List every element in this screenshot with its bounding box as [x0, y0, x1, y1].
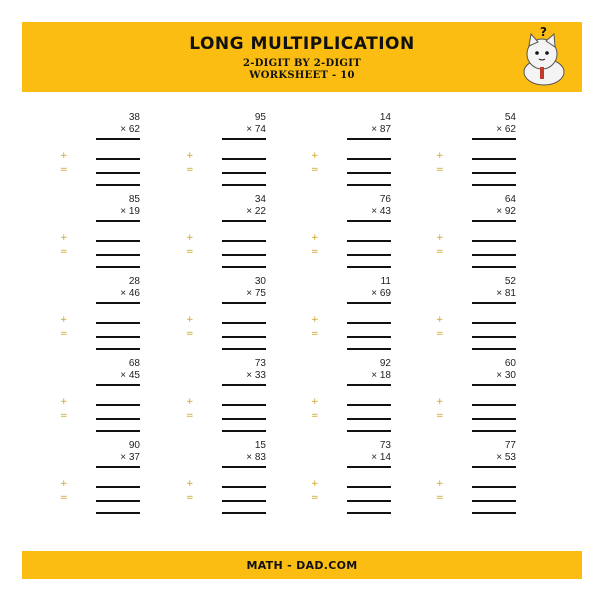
multiplier: × 87	[371, 124, 391, 135]
equals-sign: =	[60, 411, 68, 421]
problem-8	[436, 194, 516, 274]
multiplier: × 43	[371, 206, 391, 217]
problem-17	[60, 440, 140, 520]
plus-sign: +	[436, 479, 444, 489]
multiplicand: 95	[254, 112, 266, 123]
partial-product-line-2	[472, 336, 516, 338]
answer-line	[96, 430, 140, 432]
multiplier: × 74	[246, 124, 266, 135]
product-rule	[96, 466, 140, 468]
problem-7	[311, 194, 391, 274]
multiplier: × 33	[246, 370, 266, 381]
partial-product-line-2	[96, 172, 140, 174]
partial-product-line-1	[472, 322, 516, 324]
product-rule	[472, 302, 516, 304]
partial-product-line-2	[472, 254, 516, 256]
problem-15	[311, 358, 391, 438]
partial-product-line-2	[222, 336, 266, 338]
plus-sign: +	[311, 479, 319, 489]
partial-product-line-1	[347, 158, 391, 160]
product-rule	[222, 302, 266, 304]
product-rule	[222, 220, 266, 222]
product-rule	[472, 220, 516, 222]
partial-product-line-1	[96, 486, 140, 488]
plus-sign: +	[186, 397, 194, 407]
svg-text:?: ?	[540, 25, 547, 39]
equals-sign: =	[436, 247, 444, 257]
partial-product-line-1	[222, 486, 266, 488]
footer-banner	[22, 551, 582, 579]
plus-sign: +	[436, 397, 444, 407]
answer-line	[472, 266, 516, 268]
equals-sign: =	[436, 493, 444, 503]
multiplier: × 75	[246, 288, 266, 299]
partial-product-line-1	[222, 158, 266, 160]
partial-product-line-1	[222, 404, 266, 406]
partial-product-line-2	[472, 172, 516, 174]
plus-sign: +	[186, 233, 194, 243]
multiplicand: 52	[504, 276, 516, 287]
partial-product-line-2	[96, 500, 140, 502]
answer-line	[222, 348, 266, 350]
problem-16	[436, 358, 516, 438]
product-rule	[347, 220, 391, 222]
multiplier: × 53	[496, 452, 516, 463]
multiplier: × 62	[496, 124, 516, 135]
partial-product-line-2	[347, 500, 391, 502]
partial-product-line-1	[347, 240, 391, 242]
multiplicand: 73	[254, 358, 266, 369]
plus-sign: +	[311, 315, 319, 325]
plus-sign: +	[311, 151, 319, 161]
equals-sign: =	[436, 165, 444, 175]
multiplicand: 30	[254, 276, 266, 287]
multiplicand: 64	[504, 194, 516, 205]
multiplier: × 22	[246, 206, 266, 217]
equals-sign: =	[311, 411, 319, 421]
product-rule	[347, 384, 391, 386]
answer-line	[347, 512, 391, 514]
equals-sign: =	[436, 411, 444, 421]
equals-sign: =	[311, 493, 319, 503]
problem-11	[311, 276, 391, 356]
multiplier: × 30	[496, 370, 516, 381]
partial-product-line-1	[222, 240, 266, 242]
equals-sign: =	[60, 493, 68, 503]
problem-14	[186, 358, 266, 438]
multiplier: × 92	[496, 206, 516, 217]
multiplicand: 90	[128, 440, 140, 451]
answer-line	[222, 266, 266, 268]
partial-product-line-1	[347, 322, 391, 324]
cat-with-question-mark-icon	[512, 24, 576, 88]
product-rule	[222, 138, 266, 140]
multiplicand: 76	[379, 194, 391, 205]
equals-sign: =	[311, 247, 319, 257]
equals-sign: =	[436, 329, 444, 339]
page-title: LONG MULTIPLICATION	[189, 34, 415, 54]
partial-product-line-1	[347, 486, 391, 488]
product-rule	[347, 138, 391, 140]
multiplier: × 14	[371, 452, 391, 463]
problem-19	[311, 440, 391, 520]
partial-product-line-2	[347, 336, 391, 338]
multiplicand: 34	[254, 194, 266, 205]
multiplicand: 28	[128, 276, 140, 287]
page-subtitle: 2-DIGIT BY 2-DIGIT	[242, 58, 361, 69]
partial-product-line-1	[222, 322, 266, 324]
plus-sign: +	[186, 479, 194, 489]
partial-product-line-1	[347, 404, 391, 406]
multiplicand: 38	[128, 112, 140, 123]
problem-18	[186, 440, 266, 520]
multiplicand: 60	[504, 358, 516, 369]
problem-12	[436, 276, 516, 356]
problem-2	[186, 112, 266, 192]
multiplier: × 18	[371, 370, 391, 381]
partial-product-line-2	[222, 172, 266, 174]
product-rule	[472, 384, 516, 386]
multiplicand: 14	[379, 112, 391, 123]
plus-sign: +	[436, 151, 444, 161]
multiplicand: 15	[254, 440, 266, 451]
product-rule	[472, 466, 516, 468]
partial-product-line-2	[347, 418, 391, 420]
problem-6	[186, 194, 266, 274]
answer-line	[96, 512, 140, 514]
partial-product-line-1	[472, 486, 516, 488]
plus-sign: +	[436, 233, 444, 243]
multiplier: × 69	[371, 288, 391, 299]
answer-line	[96, 348, 140, 350]
product-rule	[347, 466, 391, 468]
equals-sign: =	[311, 329, 319, 339]
answer-line	[222, 430, 266, 432]
problem-1	[60, 112, 140, 192]
partial-product-line-2	[96, 254, 140, 256]
partial-product-line-1	[96, 158, 140, 160]
equals-sign: =	[186, 493, 194, 503]
plus-sign: +	[60, 315, 68, 325]
multiplier: × 81	[496, 288, 516, 299]
partial-product-line-1	[472, 404, 516, 406]
plus-sign: +	[60, 233, 68, 243]
plus-sign: +	[60, 479, 68, 489]
product-rule	[347, 302, 391, 304]
answer-line	[222, 512, 266, 514]
multiplicand: 68	[128, 358, 140, 369]
partial-product-line-2	[347, 254, 391, 256]
product-rule	[222, 384, 266, 386]
equals-sign: =	[60, 247, 68, 257]
plus-sign: +	[186, 315, 194, 325]
plus-sign: +	[311, 233, 319, 243]
partial-product-line-2	[96, 336, 140, 338]
answer-line	[222, 184, 266, 186]
multiplicand: 85	[128, 194, 140, 205]
partial-product-line-1	[472, 240, 516, 242]
equals-sign: =	[60, 329, 68, 339]
multiplier: × 83	[246, 452, 266, 463]
multiplier: × 37	[120, 452, 140, 463]
product-rule	[96, 302, 140, 304]
product-rule	[96, 220, 140, 222]
plus-sign: +	[60, 397, 68, 407]
multiplicand: 73	[379, 440, 391, 451]
partial-product-line-1	[96, 240, 140, 242]
multiplicand: 77	[504, 440, 516, 451]
problem-5	[60, 194, 140, 274]
header-banner	[22, 22, 582, 92]
answer-line	[347, 266, 391, 268]
answer-line	[347, 348, 391, 350]
partial-product-line-2	[472, 500, 516, 502]
equals-sign: =	[186, 165, 194, 175]
answer-line	[347, 430, 391, 432]
partial-product-line-1	[96, 322, 140, 324]
partial-product-line-1	[472, 158, 516, 160]
answer-line	[472, 430, 516, 432]
answer-line	[96, 184, 140, 186]
answer-line	[347, 184, 391, 186]
partial-product-line-2	[222, 500, 266, 502]
product-rule	[96, 384, 140, 386]
equals-sign: =	[311, 165, 319, 175]
equals-sign: =	[60, 165, 68, 175]
plus-sign: +	[311, 397, 319, 407]
problem-13	[60, 358, 140, 438]
plus-sign: +	[186, 151, 194, 161]
multiplier: × 45	[120, 370, 140, 381]
multiplier: × 19	[120, 206, 140, 217]
problem-10	[186, 276, 266, 356]
answer-line	[472, 512, 516, 514]
equals-sign: =	[186, 247, 194, 257]
partial-product-line-2	[96, 418, 140, 420]
multiplicand: 54	[504, 112, 516, 123]
partial-product-line-1	[96, 404, 140, 406]
multiplier: × 62	[120, 124, 140, 135]
footer-site: MATH - DAD.COM	[246, 559, 358, 572]
worksheet-number: WORKSHEET - 10	[249, 70, 355, 81]
problem-3	[311, 112, 391, 192]
partial-product-line-2	[347, 172, 391, 174]
answer-line	[472, 184, 516, 186]
problem-4	[436, 112, 516, 192]
multiplicand: 11	[380, 276, 391, 287]
answer-line	[472, 348, 516, 350]
multiplier: × 46	[120, 288, 140, 299]
multiplicand: 92	[379, 358, 391, 369]
partial-product-line-2	[222, 254, 266, 256]
plus-sign: +	[436, 315, 444, 325]
product-rule	[96, 138, 140, 140]
equals-sign: =	[186, 411, 194, 421]
problem-20	[436, 440, 516, 520]
product-rule	[472, 138, 516, 140]
plus-sign: +	[60, 151, 68, 161]
answer-line	[96, 266, 140, 268]
problem-9	[60, 276, 140, 356]
partial-product-line-2	[472, 418, 516, 420]
equals-sign: =	[186, 329, 194, 339]
partial-product-line-2	[222, 418, 266, 420]
product-rule	[222, 466, 266, 468]
